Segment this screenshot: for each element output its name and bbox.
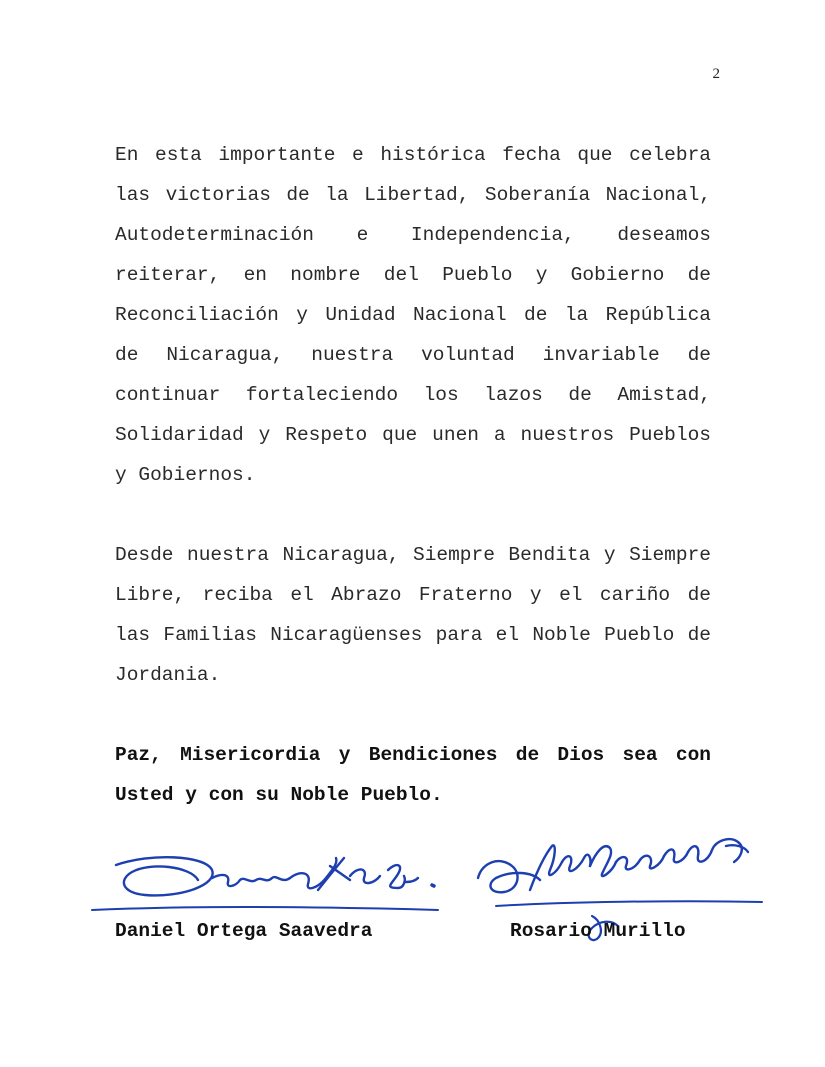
body-paragraph: Desde nuestra Nicaragua, Siempre Bendita y Siempre Libre, reciba el Abrazo Fraterno y el cariño de las Familias Nicaragüenses para el Noble Pueblo de Jordania. (115, 544, 711, 686)
signer-name-right: Rosario Murillo (510, 920, 686, 942)
body-paragraph: En esta importante e histórica fecha que celebra las victorias de la Libertad, Soberanía Nacional, Autodeterminación e Independencia, deseamos reiterar, en nombre del Pueblo y Gobierno de Reconciliación y Unidad Nacional de la República de Nicaragua, nuestra voluntad invariable de continuar fortaleciendo los lazos de Amistad, Solidaridad y Respeto que unen a nuestros Pueblos y Gobiernos. (115, 144, 711, 486)
page-number: 2 (712, 66, 720, 82)
signature-left (92, 857, 438, 910)
closing-blessing: Paz, Misericordia y Bendiciones de Dios sea con Usted y con su Noble Pueblo. (115, 744, 711, 806)
signer-name-left: Daniel Ortega Saavedra (115, 920, 373, 942)
